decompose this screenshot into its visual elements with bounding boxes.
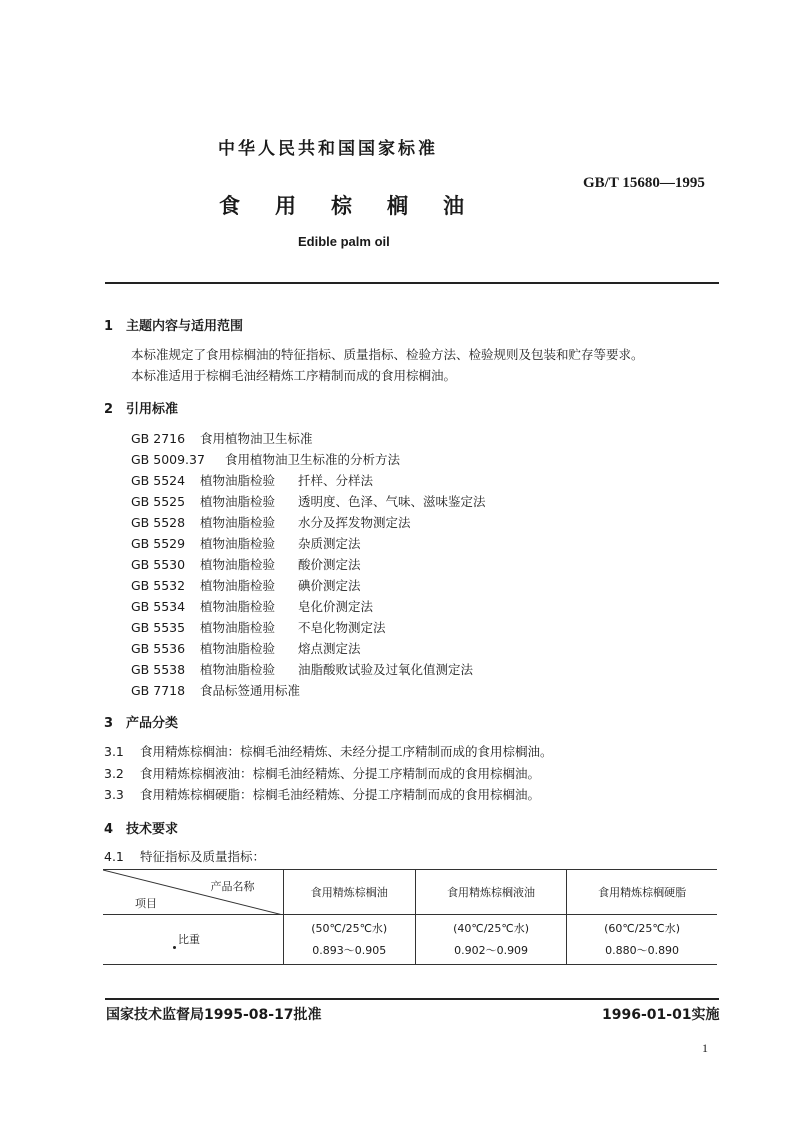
section-1-heading — [104, 315, 243, 334]
reference-category: 植物油脂检验 — [200, 473, 276, 488]
reference-item — [131, 681, 300, 699]
section-2-heading — [104, 398, 178, 417]
section-3-heading — [104, 712, 178, 731]
table-corner-cell — [103, 870, 283, 915]
classification-item — [104, 742, 553, 760]
reference-item — [131, 513, 411, 531]
reference-name: 熔点测定法 — [298, 641, 361, 656]
table-header-row — [103, 870, 717, 915]
section-title: 引用标准 — [126, 402, 179, 417]
reference-item — [131, 429, 313, 447]
section-title: 产品分类 — [126, 716, 179, 731]
section-title: 主题内容与适用范围 — [126, 319, 244, 334]
document-title-english: Edible palm oil — [298, 234, 390, 249]
corner-label-product: 产品名称 — [210, 880, 255, 893]
classification-item — [104, 764, 540, 782]
reference-name: 油脂酸败试验及过氧化值测定法 — [298, 662, 474, 677]
cell-condition: (60℃/25℃水) — [604, 921, 681, 935]
reference-code: GB 2716 — [131, 431, 186, 446]
reference-item — [131, 450, 400, 468]
reference-item — [131, 492, 486, 510]
reference-name: 杂质测定法 — [298, 536, 361, 551]
reference-code: GB 5536 — [131, 641, 186, 656]
item-number: 4.1 — [104, 849, 124, 864]
reference-name: 碘价测定法 — [298, 578, 361, 593]
row-label: 比重 — [178, 933, 200, 946]
table-cell — [567, 915, 717, 965]
standard-number: GB/T 15680—1995 — [583, 175, 705, 191]
bottom-divider — [105, 998, 719, 1000]
reference-item — [131, 597, 373, 615]
table-cell — [283, 915, 415, 965]
reference-category: 植物油脂检验 — [200, 536, 276, 551]
section-title: 技术要求 — [126, 822, 179, 837]
reference-code: GB 5529 — [131, 536, 186, 551]
column-header: 食用精炼棕榈油 — [283, 870, 415, 915]
column-header: 食用精炼棕榈硬脂 — [567, 870, 717, 915]
section-number: 3 — [104, 716, 114, 731]
reference-code: GB 5534 — [131, 599, 186, 614]
item-number: 3.1 — [104, 744, 124, 759]
cell-value: 0.880～0.890 — [605, 943, 680, 957]
national-standard-heading: 中华人民共和国国家标准 — [218, 139, 438, 159]
item-text: 特征指标及质量指标： — [140, 849, 266, 864]
reference-category: 植物油脂检验 — [200, 620, 276, 635]
reference-category: 植物油脂检验 — [200, 599, 276, 614]
item-text: 食用精炼棕榈液油：棕榈毛油经精炼、分提工序精制而成的食用棕榈油。 — [140, 766, 541, 781]
top-divider — [105, 282, 719, 284]
spec-table — [103, 869, 717, 965]
reference-category: 植物油脂检验 — [200, 578, 276, 593]
reference-category: 植物油脂检验 — [200, 662, 276, 677]
reference-item — [131, 660, 473, 678]
section-1-paragraph-2: 本标准适用于棕榈毛油经精炼工序精制而成的食用棕榈油。 — [131, 368, 457, 383]
section-number: 2 — [104, 402, 114, 417]
classification-item — [104, 785, 540, 803]
reference-item — [131, 639, 361, 657]
reference-item — [131, 576, 361, 594]
reference-name: 食品标签通用标准 — [200, 683, 301, 698]
reference-code: GB 5530 — [131, 557, 186, 572]
reference-item — [131, 471, 373, 489]
reference-code: GB 7718 — [131, 683, 186, 698]
reference-code: GB 5528 — [131, 515, 186, 530]
reference-item — [131, 555, 361, 573]
reference-name: 扦样、分样法 — [298, 473, 374, 488]
item-number: 3.3 — [104, 787, 124, 802]
cell-value: 0.893～0.905 — [312, 943, 387, 957]
section-number: 1 — [104, 319, 114, 334]
reference-code: GB 5532 — [131, 578, 186, 593]
reference-category: 植物油脂检验 — [200, 515, 276, 530]
reference-name: 食用植物油卫生标准 — [200, 431, 313, 446]
reference-code: GB 5009.37 — [131, 452, 205, 467]
reference-name: 透明度、色泽、气味、滋味鉴定法 — [298, 494, 486, 509]
corner-label-item: 项目 — [135, 897, 157, 910]
reference-code: GB 5538 — [131, 662, 186, 677]
item-text: 食用精炼棕榈油：棕榈毛油经精炼、未经分提工序精制而成的食用棕榈油。 — [140, 744, 553, 759]
table-cell — [415, 915, 566, 965]
reference-code: GB 5524 — [131, 473, 186, 488]
section-4-heading — [104, 818, 178, 837]
reference-name: 酸价测定法 — [298, 557, 361, 572]
table-row — [103, 915, 717, 965]
reference-code: GB 5535 — [131, 620, 186, 635]
column-header: 食用精炼棕榈液油 — [415, 870, 566, 915]
document-title: 食用棕榈油 — [219, 194, 499, 218]
section-1-paragraph-1: 本标准规定了食用棕榈油的特征指标、质量指标、检验方法、检验规则及包装和贮存等要求。 — [131, 347, 644, 362]
reference-name: 食用植物油卫生标准的分析方法 — [225, 452, 401, 467]
reference-name: 水分及挥发物测定法 — [298, 515, 411, 530]
reference-category: 植物油脂检验 — [200, 557, 276, 572]
bullet-dot — [173, 946, 176, 949]
approval-text: 国家技术监督局1995-08-17批准 — [106, 1007, 322, 1023]
effective-date: 1996-01-01实施 — [602, 1007, 720, 1023]
subsection-4-1 — [104, 847, 265, 865]
reference-code: GB 5525 — [131, 494, 186, 509]
reference-item — [131, 618, 386, 636]
reference-category: 植物油脂检验 — [200, 494, 276, 509]
row-label-cell — [103, 915, 283, 965]
reference-item — [131, 534, 361, 552]
reference-category: 植物油脂检验 — [200, 641, 276, 656]
cell-condition: (40℃/25℃水) — [453, 921, 530, 935]
cell-value: 0.902～0.909 — [454, 943, 529, 957]
item-number: 3.2 — [104, 766, 124, 781]
cell-condition: (50℃/25℃水) — [311, 921, 388, 935]
page-number: 1 — [702, 1041, 708, 1055]
reference-name: 不皂化物测定法 — [298, 620, 386, 635]
section-number: 4 — [104, 822, 114, 837]
diagonal-line — [103, 870, 283, 915]
reference-name: 皂化价测定法 — [298, 599, 374, 614]
item-text: 食用精炼棕榈硬脂：棕榈毛油经精炼、分提工序精制而成的食用棕榈油。 — [140, 787, 541, 802]
